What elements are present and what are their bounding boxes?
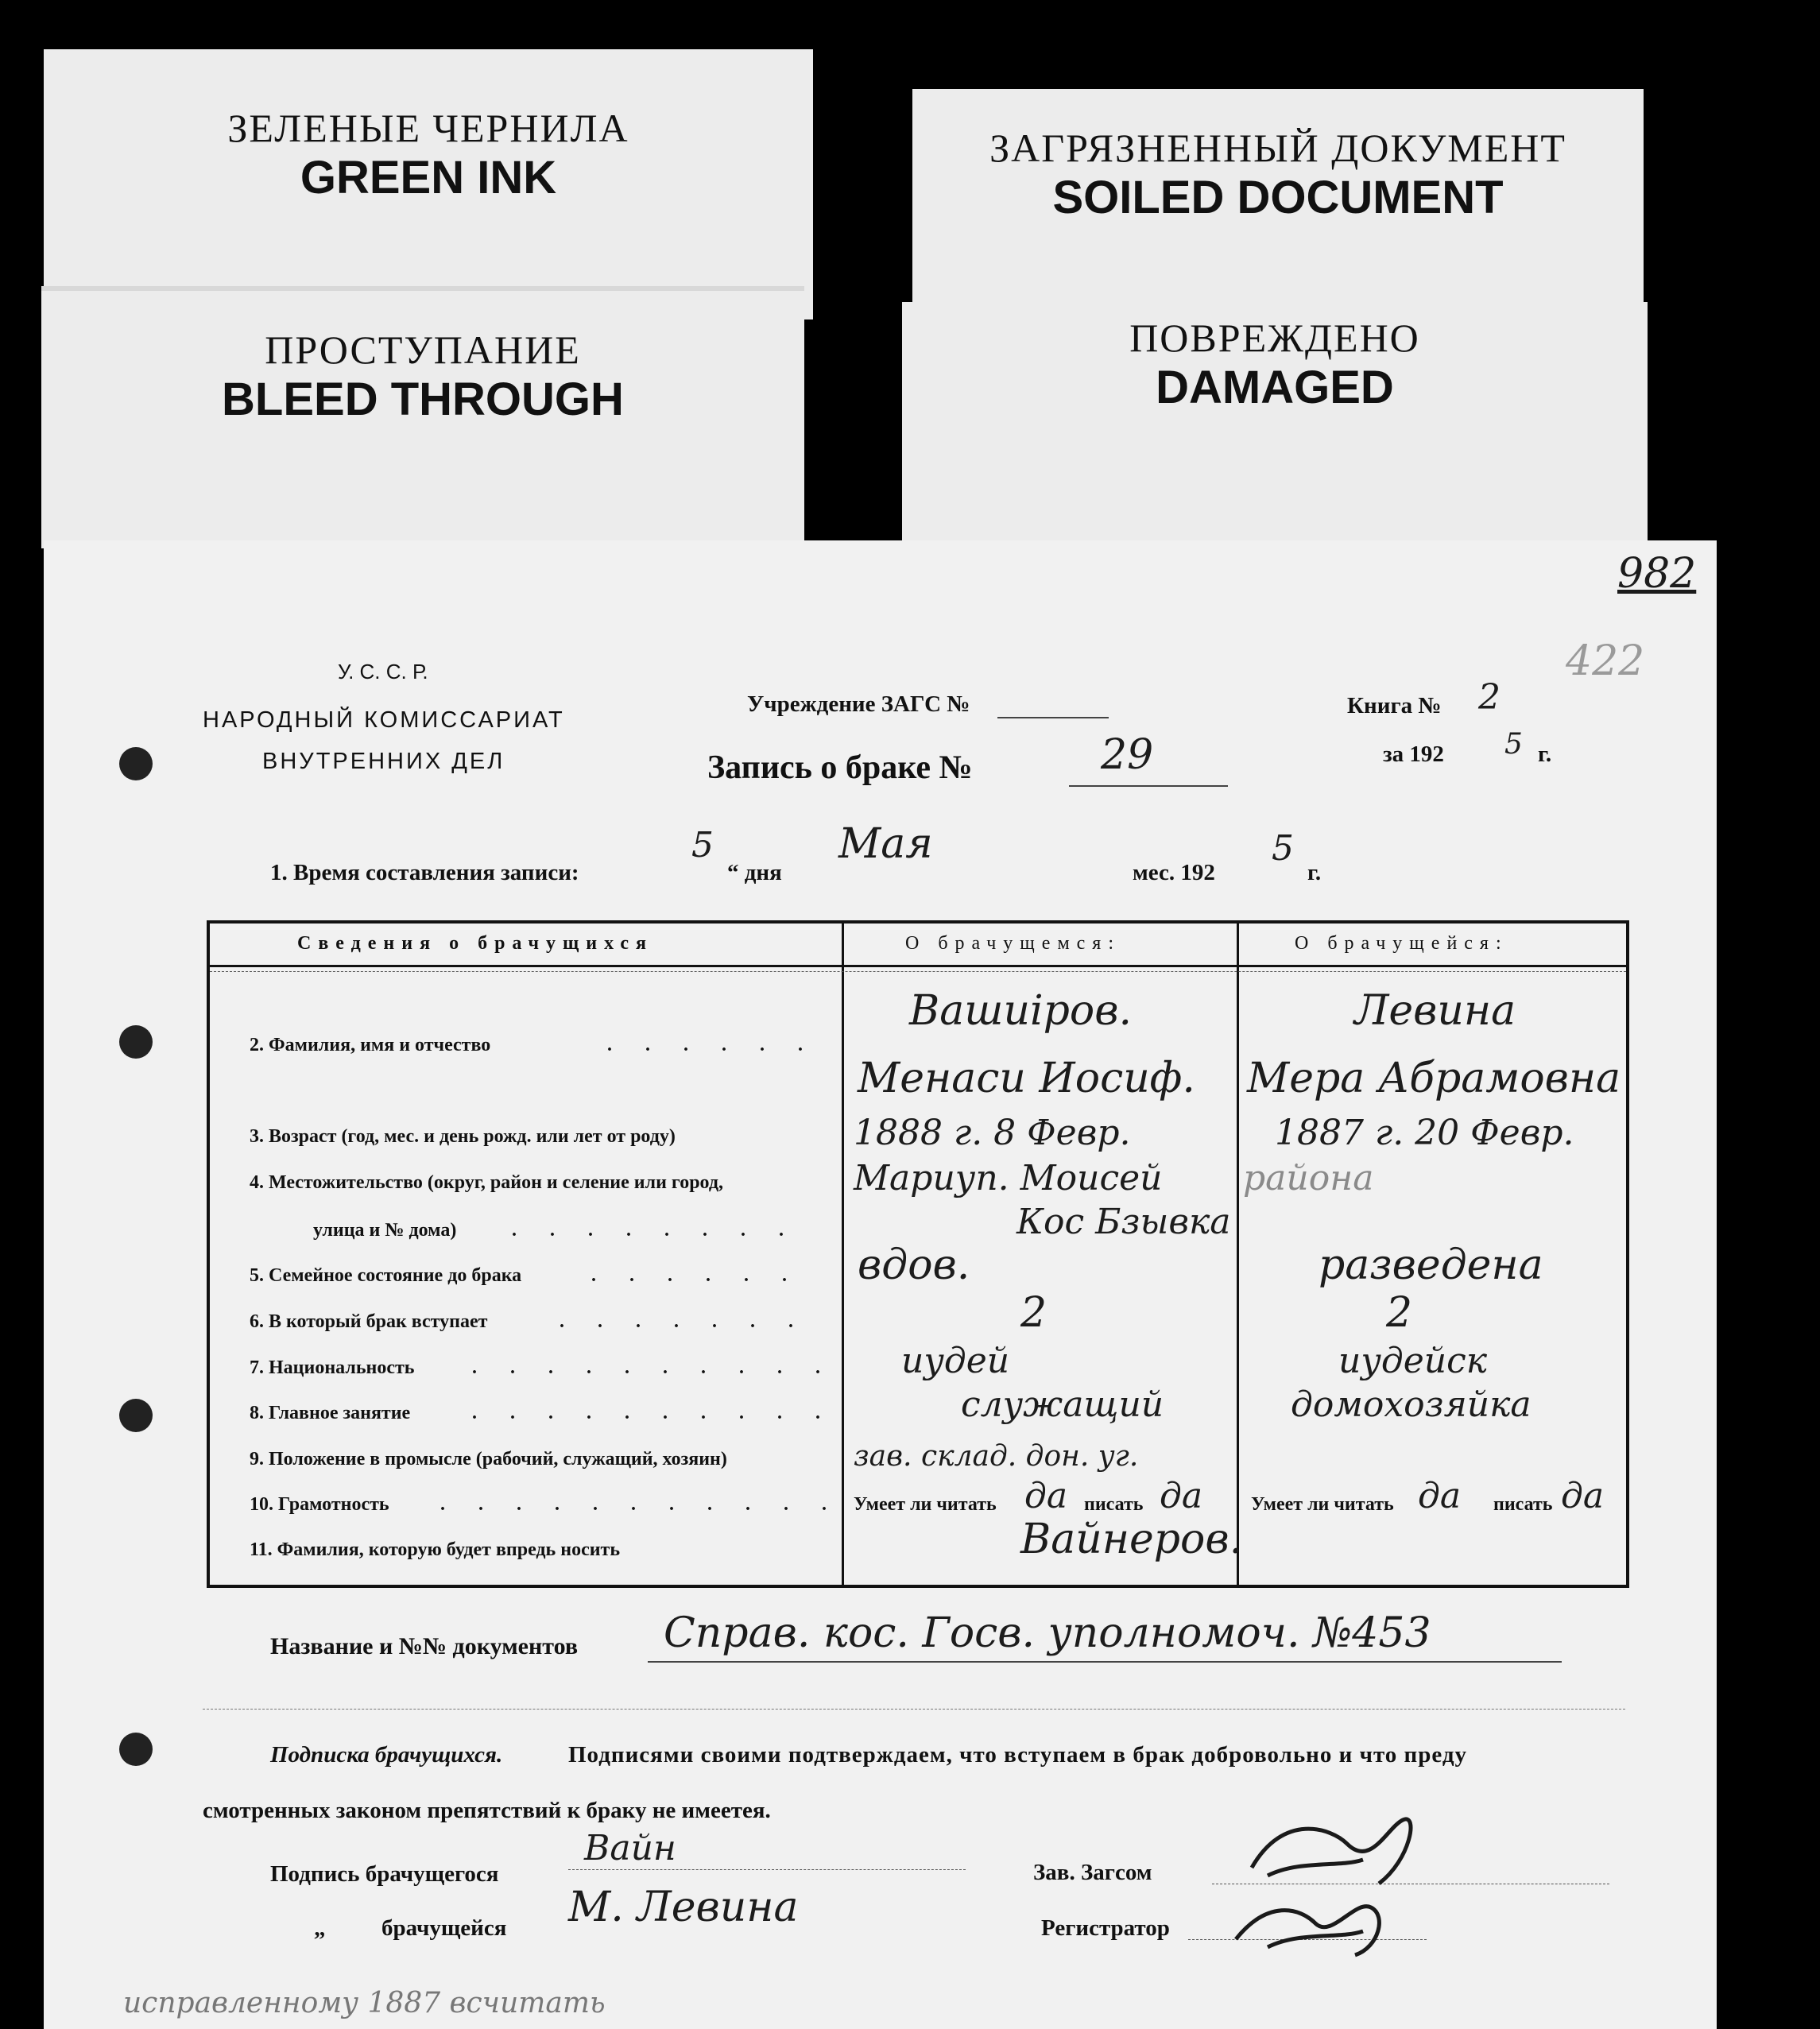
tag-en-text: GREEN INK <box>300 152 557 203</box>
bride-write-value: да <box>1561 1476 1605 1516</box>
groom-occupation: служащий <box>961 1384 1164 1425</box>
groom-write-value: да <box>1160 1476 1203 1516</box>
pledge-line-2: смотренных законом препятствий к браку не имеетея. <box>203 1798 771 1823</box>
groom-surname: Вашиiров. <box>909 987 1132 1035</box>
column-divider <box>1237 924 1239 1585</box>
year-label: за 192 <box>1383 742 1444 767</box>
row-dots: . . . . . . <box>591 1265 801 1286</box>
tag-ru-text: ПОВРЕЖДЕНО <box>1129 316 1420 360</box>
record-number: 29 <box>1101 731 1154 779</box>
time-label: 1. Время составления записи: <box>270 860 579 885</box>
pledge-line-1: Подписями своими подтверждаем, что вступаем в брак добровольно и что преду <box>568 1742 1468 1768</box>
tag-ru-text: ЗАГРЯЗНЕННЫЙ ДОКУМЕНТ <box>989 126 1566 170</box>
correction-note: исправленному 1887 всчитать <box>123 1987 606 2019</box>
bride-write-label: писать <box>1493 1494 1553 1515</box>
punch-hole <box>119 747 153 780</box>
tag-ru-text: ЗЕЛЕНЫЕ ЧЕРНИЛА <box>227 106 629 150</box>
groom-marital-status: вдов. <box>858 1241 970 1289</box>
col-header-info: Сведения о брачущихся <box>297 933 654 954</box>
book-number: 2 <box>1478 677 1501 718</box>
row-dots: . . . . . . . . . . <box>472 1403 834 1423</box>
row-label-nationality: 7. Национальность <box>250 1357 415 1378</box>
row-label-age: 3. Возраст (год, мес. и день рожд. или лет от роду) <box>250 1126 676 1147</box>
row-label-name: 2. Фамилия, имя и отчество <box>250 1035 491 1055</box>
damaged-tag <box>902 302 1648 548</box>
bleed-through-tag <box>41 286 804 548</box>
documents-underline <box>648 1661 1562 1663</box>
groom-read-value: да <box>1024 1476 1068 1516</box>
record-number-underline <box>1069 785 1228 787</box>
year-value: 5 <box>1504 728 1523 761</box>
groom-signature: Вайн <box>584 1828 676 1868</box>
groom-birth: 1888 г. 8 Февр. <box>854 1113 1131 1153</box>
groom-residence: Мариуп. Моисей <box>854 1158 1163 1198</box>
tag-en-text: SOILED DOCUMENT <box>1052 172 1504 223</box>
official-signatures <box>1220 1780 1458 1971</box>
zags-underline <box>997 717 1109 718</box>
marriage-record-sheet <box>44 540 1717 2029</box>
month-value: Мая <box>838 820 933 868</box>
row-label-literacy: 10. Грамотность <box>250 1494 389 1515</box>
row-dots: . . . . . . . . <box>512 1220 798 1241</box>
year-suffix: г. <box>1538 742 1552 767</box>
bride-marriage-number: 2 <box>1386 1289 1413 1337</box>
corner-number: 422 <box>1566 637 1645 685</box>
bride-nationality: иудейск <box>1338 1341 1488 1381</box>
col-header-groom: О брачущемся: <box>905 933 1121 954</box>
groom-read-label: Умеет ли читать <box>854 1494 997 1515</box>
header-divider <box>210 965 1626 967</box>
groom-position: зав. склад. дон. уг. <box>854 1440 1139 1473</box>
col-header-bride: О брачущейся: <box>1295 933 1508 954</box>
bride-birth: 1887 г. 20 Февр. <box>1275 1113 1574 1153</box>
groom-given-name: Менаси Иосиф. <box>858 1055 1195 1102</box>
bride-signature: М. Левина <box>568 1884 799 1931</box>
org-line-2: НАРОДНЫЙ КОМИССАРИАТ <box>203 707 565 733</box>
groom-residence-2: Кос Бзывка <box>1016 1202 1231 1242</box>
time-year-value: 5 <box>1272 828 1294 869</box>
future-surname: Вайнеров. <box>1020 1516 1243 1563</box>
row-dots: . . . . . . . . . . <box>472 1357 834 1378</box>
documents-label: Название и №№ документов <box>270 1633 579 1659</box>
time-year-suffix: г. <box>1307 860 1322 885</box>
punch-hole <box>119 1025 153 1059</box>
groom-marriage-number: 2 <box>1020 1289 1047 1337</box>
row-label-marriage-number: 6. В который брак вступает <box>250 1311 488 1332</box>
separator-line <box>203 1709 1625 1710</box>
book-label: Книга № <box>1347 693 1442 718</box>
bride-residence: района <box>1243 1158 1374 1198</box>
row-dots: . . . . . . . . . . . <box>440 1494 841 1515</box>
row-label-residence: 4. Местожительство (округ, район и селение или город, <box>250 1172 723 1193</box>
bride-read-value: да <box>1418 1476 1462 1516</box>
documents-value: Справ. кос. Госв. уполномоч. №453 <box>664 1609 1431 1657</box>
bride-signature-label: брачущейся <box>381 1915 507 1941</box>
row-label-occupation: 8. Главное занятие <box>250 1403 411 1423</box>
row-label-marital-status: 5. Семейное состояние до брака <box>250 1265 522 1286</box>
spouse-info-table <box>207 920 1629 1588</box>
day-value: 5 <box>691 825 714 865</box>
zags-label: Учреждение ЗАГС № <box>747 691 970 717</box>
quote-mark: „ <box>314 1915 326 1941</box>
row-label-residence-2: улица и № дома) <box>313 1220 457 1241</box>
record-title: Запись о браке № <box>707 749 973 786</box>
tag-en-text: BLEED THROUGH <box>222 374 624 425</box>
org-line-1: У. С. С. Р. <box>338 660 428 683</box>
tag-ru-text: ПРОСТУПАНИЕ <box>265 327 581 372</box>
column-divider <box>842 924 844 1585</box>
groom-signature-line <box>568 1869 966 1870</box>
header-divider <box>210 971 1626 972</box>
registrar-label: Регистратор <box>1041 1915 1170 1941</box>
punch-hole <box>119 1733 153 1766</box>
punch-hole <box>119 1399 153 1432</box>
pledge-title: Подписка брачущихся. <box>270 1742 503 1768</box>
soiled-document-tag <box>912 89 1644 327</box>
bride-surname: Левина <box>1354 987 1516 1035</box>
bride-marital-status: разведена <box>1319 1241 1543 1289</box>
groom-signature-label: Подпись брачущегося <box>270 1861 499 1887</box>
row-label-future-surname: 11. Фамилия, которую будет впредь носить <box>250 1539 621 1560</box>
head-zags-label: Зав. Загсом <box>1033 1860 1152 1885</box>
bride-read-label: Умеет ли читать <box>1251 1494 1394 1515</box>
day-label: “ дня <box>727 860 782 885</box>
month-label: мес. 192 <box>1133 860 1215 885</box>
groom-write-label: писать <box>1084 1494 1144 1515</box>
row-dots: . . . . . . . <box>560 1311 807 1332</box>
row-label-position: 9. Положение в промысле (рабочий, служащий, хозяин) <box>250 1449 727 1469</box>
bride-occupation: домохозяйка <box>1291 1384 1532 1425</box>
page-number: 982 <box>1617 550 1697 598</box>
groom-nationality: иудей <box>901 1341 1010 1381</box>
row-dots: . . . . . . <box>607 1035 817 1055</box>
bride-given-name: Мера Абрамовна <box>1247 1055 1621 1102</box>
green-ink-tag <box>44 49 813 319</box>
tag-en-text: DAMAGED <box>1156 362 1394 413</box>
org-line-3: ВНУТРЕННИХ ДЕЛ <box>262 749 505 774</box>
